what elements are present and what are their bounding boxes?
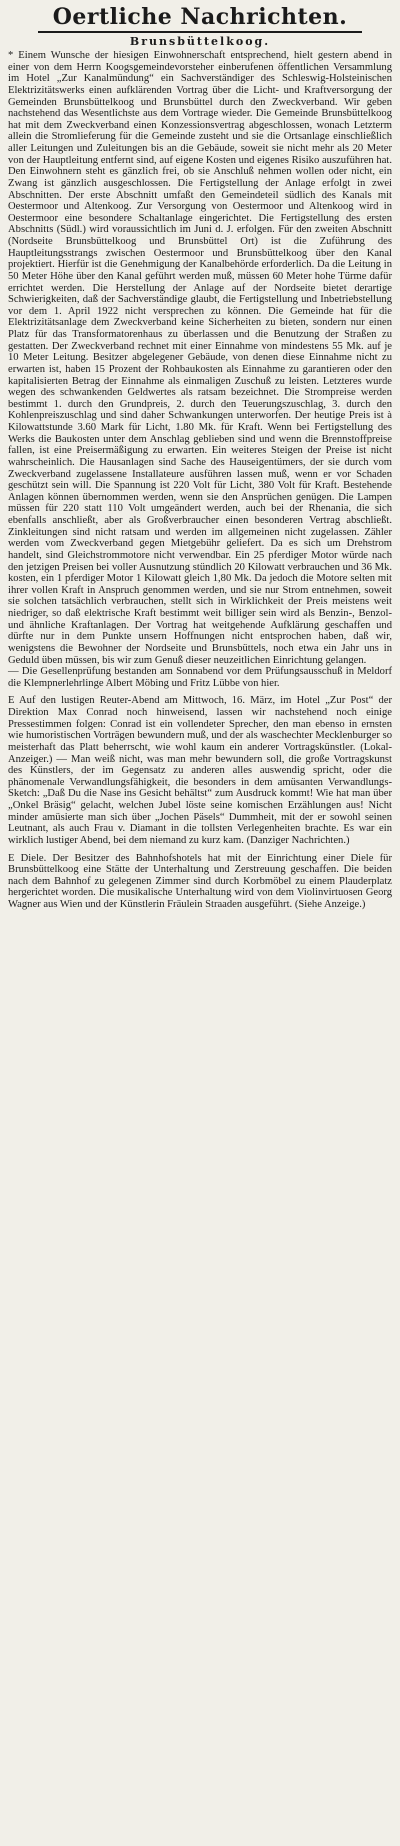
article-paragraph: * Einem Wunsche der hiesigen Einwohnerschaft entsprechend, hielt gestern abend in einer von dem Herrn Koogsgemeindevorsteher einberufenen öffentlichen Versammlung im Hotel „Zur Kanalmündung“ ein Sachverständiger des Schleswig-Holsteinischen Elektrizitätswerks einen aufklärenden Vortrag über die Licht- und Kraftversorgung der Gemeinden Brunsbüttelkoog und Brunsbüttel durch den Zweckverband. Wir geben nachstehend das Wesentlichste aus dem Vortrage wieder. Die Gemeinde Brunsbüttelkoog hat mit dem Zweckverband einen Konzessionsvertrag abgeschlossen, wonach Letzterm allein die Stromlieferung für die Gemeinde zusteht und sie die Ortsanlage einschließlich aller Leitungen und Zuleitungen bis an die Gebäude, soweit sie nicht mehr als 20 Meter von der Hauptleitung entfernt sind, auf eigene Kosten und eigenes Risiko auszuführen hat. Den Einwohnern steht es gänzlich frei, ob sie Anschluß nehmen wollen oder nicht, ein Zwang ist gänzlich ausgeschlossen. Die Fertigstellung der Anlage erfolgt in zwei Abschnitten. Der erste Abschnitt umfaßt den Gemeindeteil südlich des Kanals mit Oestermoor und Altenkoog. Zur Versorgung von Oestermoor und Altenkoog wird in Oestermoor eine besondere Schaltanlage eingerichtet. Die Fertigstellung des ersten Abschnitts (Südl.) wird voraussichtlich im Juni d. J. erfolgen. Für den zweiten Abschnitt (Nordseite Brunsbüttelkoog und Brunsbüttel Ort) ist die Zuführung des Hauptleitungsstrangs zwischen Oestermoor und Brunsbüttelkoog über den Kanal projektiert. Hierfür ist die Genehmigung der Kanalbehörde erforderlich. Da die Leitung in 50 Meter Höhe über den Kanal geführt werden muß, müssen 60 Meter hohe Türme dafür errichtet werden. Die Herstellung der Anlage auf der Nordseite bietet derartige Schwierigkeiten, daß der Sachverständige glaubt, die Fertigstellung und Inbetriebstellung vor dem 1. April 1922 nicht versprechen zu können. Die Gemeinde hat für die Elektrizitätsanlage dem Zweckverband keine Sicherheiten zu bieten, sondern nur einen Platz für das Transformatorenhaus zu überlassen und die Benutzung der Straßen zu gestatten. Der Zweckverband rechnet mit einer Einnahme von mindestens 55 Mk. auf je 10 Meter Leitung. Besitzer abgelegener Gebäude, von denen diese Einnahme nicht zu erwarten ist, haben 15 Prozent der Rohbaukosten als Einnahme zu garantieren oder den kapitalisierten Betrag der Einnahme als einmaligen Zuschuß zu leisten. Letzteres wurde wegen des schwankenden Geldwertes als ratsam bezeichnet. Die Strompreise werden bestimmt 1. durch den Grundpreis, 2. durch den Teuerungszuschlag, 3. durch den Kohlenpreiszuschlag und sind daher Schwankungen unterworfen. Der heutige Preis ist à Kilowattstunde 3.60 Mark für Licht, 1.80 Mk. für Kraft. Wenn bei Fertigstellung des Werks die Baukosten unter dem Anschlag geblieben sind und wenn die Brennstoffpreise fallen, ist eine Preisermäßigung zu erwarten. Ein weiteres Steigen der Preise ist nicht wahrscheinlich. Die Hausanlagen sind Sache des Hauseigentümers, der sie durch vom Zweckverband zugelassene Installateure ausführen lassen muß, wenn er vor Schaden geschützt sein will. Die Spannung ist 220 Volt für Licht, 380 Volt für Kraft. Bestehende Anlagen können übernommen werden, wenn sie den Ansprüchen genügen. Die Lampen müssen für 220 statt 110 Volt umgeändert werden, auch bei der Rhenania, die sich ebenfalls anschließt, aber als Großverbraucher einen besonderen Vertrag abschließt. Zinkleitungen sind nicht ratsam und werden im allgemeinen nicht zugelassen. Zähler werden vom Zweckverband gegen Mietgebühr geliefert. Da es sich um Drehstrom handelt, sind Gleichstrommotore nicht verwendbar. Ein 25 pferdiger Motor würde nach den jetzigen Preisen bei voller Ausnutzung stündlich 20 Kilowatt verbrauchen und 36 Mk. kosten, ein 1 pferdiger Motor 1 Kilowatt gleich 1,80 Mk. Da jedoch die Motore selten mit ihrer vollen Kraft in Anspruch genommen werden, und sie nur Strom entnehmen, soweit sie solchen tatsächlich verbrauchen, stellt sich in Wirklichkeit der Preis meistens weit niedriger, so daß elektrische Kraft bestimmt weit billiger sein wird als Benzin-, Benzol- und ähnliche Kraftanlagen. Der Vortrag hat weitgehende Aufklärung geschaffen und dürfte nur in dem Punkte unsern Hoffnungen nicht entsprochen haben, daß wir, wenigstens die Bewohner der Nordseite und Brunsbüttels, noch etwa ein Jahr uns in Geduld üben müssen, bis wir zum Genuß dieser neuzeitlichen Einrichtung gelangen. bbox=[8, 50, 392, 666]
dateline: Brunsbüttelkoog. bbox=[129, 35, 271, 48]
article-paragraph: E Diele. Der Besitzer des Bahnhofshotels hat mit der Einrichtung einer Diele für Brunsbüttelkoog eine Stätte der Unterhaltung und Zerstreuung geschaffen. Die beiden nach dem Bahnhof zu gelegenen Zimmer sind durch Korbmöbel zu einem Plauderplatz hergerichtet worden. Die musikalische Unterhaltung wird von dem Violinvirtuosen Georg Wagner aus Wien und der Künstlerin Fräulein Straaden ausgeführt. (Siehe Anzeige.) bbox=[8, 852, 392, 910]
title-rule bbox=[38, 31, 362, 33]
section-title: Oertliche Nachrichten. bbox=[52, 4, 348, 30]
article-paragraph: — Die Gesellenprüfung bestanden am Sonnabend vor dem Prüfungsausschuß in Meldorf die Klempnerlehrlinge Albert Möbing und Fritz Lübbe von hier. bbox=[8, 666, 392, 689]
article-diele bbox=[8, 853, 392, 911]
article-paragraph: E Auf den lustigen Reuter-Abend am Mittwoch, 16. März, im Hotel „Zur Post“ der Direktion Max Conrad noch hinweisend, lassen wir nachstehend noch einige Pressestimmen folgen: Conrad ist ein vollendeter Sprecher, den man ebenso in ernsten wie humoristischen Vorträgen bewundern muß, und der als waschechter Mecklenburger so meisterhaft das Platt beherrscht, wie wohl kaum ein anderer Vortragskünstler. (Lokal-Anzeiger.) — Man weiß nicht, was man mehr bewundern soll, die große Vortragskunst des Künstlers, der im Gegensatz zu anderen alles auswendig spricht, oder die phänomenale Verwandlungsfähigkeit, die besonders in dem amüsanten Verwandlungs-Sketch: „Daß Du die Nase ins Gesicht behältst“ zum Ausdruck kommt! Wie hat man über „Onkel Bräsig“ gelacht, welchen Jubel löste seine komischen Erzählungen aus! Nicht minder amüsierte man sich über „Jochen Päsels“ Dummheit, mit der er sowohl seinen Leutnant, als auch Frau v. Diamant in die tollsten Verlegenheiten brachte. Es war ein wirklich lustiger Abend, bei dem niemand zu kurz kam. (Danziger Nachrichten.) bbox=[8, 695, 392, 846]
article-reuter bbox=[8, 695, 392, 846]
article-strom bbox=[8, 50, 392, 689]
